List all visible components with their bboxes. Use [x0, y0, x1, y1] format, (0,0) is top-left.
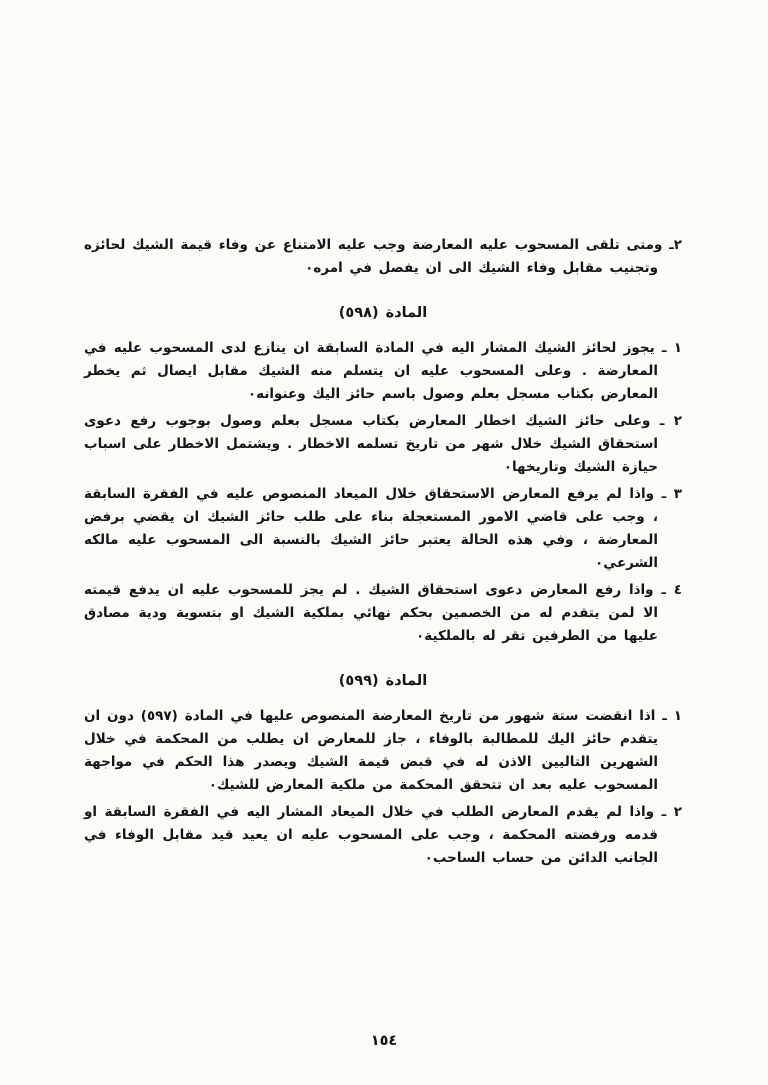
text-block — [84, 234, 682, 874]
article-598-item-1: ١ ـ يجوز لحائز الشيك المشار اليه في المادة السابقة ان ينازع لدى المسحوب عليه في المعارضة . وعلى المسحوب عليه ان يتسلم منه الشيك مقابل ايصال ثم يخطر المعارض بكتاب مسجل بعلم وصول باسم حائز اليك وعنوانه٠ — [84, 340, 682, 402]
article-598-item-2: ٢ ـ وعلى حائز الشيك اخطار المعارض بكتاب مسجل بعلم وصول بوجوب رفع دعوى استحقاق الشيك خلال شهر من تاريخ تسلمه الاخطار . ويشتمل الاخطار على اسباب حيازة الشيك وتاريخها٠ — [84, 413, 682, 475]
article-598-heading: المادة (٥٩٨) — [338, 305, 428, 321]
article-598-item-4: ٤ ـ واذا رفع المعارض دعوى استحقاق الشيك . لم يجز للمسحوب عليه ان يدفع قيمته الا لمن يتقدم له من الخصمين بحكم نهائي بملكية الشيك او بتسوية ودية مصادق عليها من الطرفين تقر له بالملكية٠ — [84, 582, 682, 644]
article-599-item-1: ١ ـ اذا انقضت ستة شهور من تاريخ المعارضة المنصوص عليها في المادة (٥٩٧) دون ان يتقدم حائز اليك للمطالبة بالوفاء ، جاز للمعارض ان يطلب من المحكمة في خلال الشهرين التاليين الاذن له في قبض قيمة الشيك ويصدر هذا الحكم في مواجهة المسحوب عليه بعد ان تتحقق المحكمة من ملكية المعارض للشيك٠ — [84, 708, 683, 793]
lead-paragraph: ٢ـ ومتى تلقى المسحوب عليه المعارضة وجب عليه الامتناع عن وفاء قيمة الشيك لحائزه وتجنيب مقابل وفاء الشيك الى ان يفصل في امره٠ — [84, 237, 682, 276]
article-599-heading: المادة (٥٩٩) — [338, 673, 428, 689]
article-598-item-3: ٣ ـ واذا لم يرفع المعارض الاستحقاق خلال الميعاد المنصوص عليه في الفقرة السابقة ، وجب على قاضي الامور المستعجلة بناء على طلب حائز الشيك ان يقضي برفض المعارضة ، وفي هذه الحالة يعتبر حائز الشيك بالنسبة الى المسحوب عليه مالكه الشرعي٠ — [84, 486, 682, 571]
article-599-item-2: ٢ ـ واذا لم يقدم المعارض الطلب في خلال الميعاد المشار اليه في الفقرة السابقة او قدمه ورفضته المحكمة ، وجب على المسحوب عليه ان يعيد قيد مقابل الوفاء في الجانب الدائن من حساب الساحب٠ — [84, 804, 682, 866]
page-number: ١٥٤ — [370, 1033, 398, 1049]
